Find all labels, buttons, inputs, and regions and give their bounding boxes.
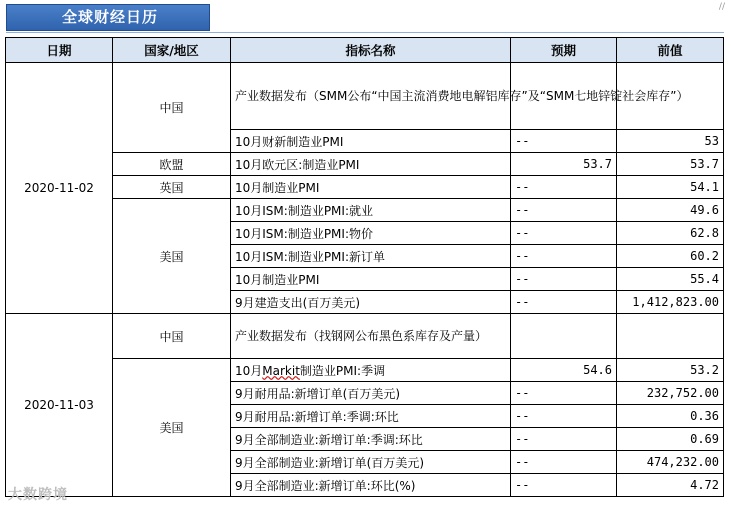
expected-cell: --: [511, 474, 617, 497]
country-cell: 美国: [113, 359, 231, 497]
calendar-table: [5, 37, 724, 497]
indicator-suffix: 制造业PMI:季调: [299, 363, 386, 378]
previous-cell: [617, 314, 724, 359]
watermark-logo: 大数跨境: [8, 487, 68, 503]
previous-cell: 62.8: [617, 222, 724, 245]
previous-cell: 53: [617, 130, 724, 153]
indicator-cell: 9月建造支出(百万美元): [231, 291, 511, 314]
table-row: [6, 199, 724, 222]
date-cell: 2020-11-03: [6, 314, 113, 497]
previous-cell: 474,232.00: [617, 451, 724, 474]
previous-cell: 1,412,823.00: [617, 291, 724, 314]
previous-cell: 60.2: [617, 245, 724, 268]
table-row: [6, 176, 724, 199]
expected-cell: 54.6: [511, 359, 617, 382]
country-cell: 中国: [113, 63, 231, 153]
indicator-cell: 10月制造业PMI: [231, 268, 511, 291]
expected-cell: --: [511, 291, 617, 314]
table-row: [6, 359, 724, 382]
table-row: [6, 153, 724, 176]
previous-cell: 55.4: [617, 268, 724, 291]
indicator-cell: 9月全部制造业:新增订单(百万美元): [231, 451, 511, 474]
col-previous-header: 前值: [617, 38, 724, 63]
indicator-cell: 10月ISM:制造业PMI:新订单: [231, 245, 511, 268]
indicator-cell: 9月全部制造业:新增订单:环比(%): [231, 474, 511, 497]
indicator-cell: 10月制造业PMI: [231, 176, 511, 199]
indicator-cell: 产业数据发布（SMM公布“中国主流消费地电解铝库存”及“SMM七地锌锭社会库存”）: [231, 63, 511, 130]
indicator-cell: 产业数据发布（找钢网公布黑色系库存及产量）: [231, 314, 511, 359]
indicator-cell: 10月ISM:制造业PMI:物价: [231, 222, 511, 245]
table-row: [6, 314, 724, 359]
previous-cell: 53.7: [617, 153, 724, 176]
expected-cell: --: [511, 176, 617, 199]
col-country-header: 国家/地区: [113, 38, 231, 63]
previous-cell: 49.6: [617, 199, 724, 222]
expected-cell: --: [511, 130, 617, 153]
page-title: 全球财经日历: [6, 4, 210, 31]
expected-cell: --: [511, 268, 617, 291]
indicator-cell: 9月耐用品:新增订单:季调:环比: [231, 405, 511, 428]
table-row: [6, 63, 724, 130]
header-row: [6, 38, 724, 63]
indicator-cell: 10月ISM:制造业PMI:就业: [231, 199, 511, 222]
expected-cell: --: [511, 405, 617, 428]
expected-cell: --: [511, 199, 617, 222]
corner-mark: //: [718, 2, 725, 12]
previous-cell: 54.1: [617, 176, 724, 199]
previous-cell: 0.69: [617, 428, 724, 451]
country-cell: 中国: [113, 314, 231, 359]
country-cell: 欧盟: [113, 153, 231, 176]
expected-cell: 53.7: [511, 153, 617, 176]
expected-cell: --: [511, 245, 617, 268]
indicator-cell: [231, 359, 511, 382]
previous-cell: 53.2: [617, 359, 724, 382]
col-date-header: 日期: [6, 38, 113, 63]
indicator-cell: 10月欧元区:制造业PMI: [231, 153, 511, 176]
country-cell: 英国: [113, 176, 231, 199]
expected-cell: [511, 314, 617, 359]
previous-cell: 0.36: [617, 405, 724, 428]
date-cell: 2020-11-02: [6, 63, 113, 314]
expected-cell: --: [511, 382, 617, 405]
previous-cell: 4.72: [617, 474, 724, 497]
expected-cell: --: [511, 222, 617, 245]
indicator-prefix: 10月: [235, 363, 263, 378]
indicator-cell: 9月耐用品:新增订单(百万美元): [231, 382, 511, 405]
expected-cell: --: [511, 428, 617, 451]
col-expected-header: 预期: [511, 38, 617, 63]
title-rule: [6, 32, 724, 33]
indicator-cell: 10月财新制造业PMI: [231, 130, 511, 153]
expected-cell: --: [511, 451, 617, 474]
country-cell: 美国: [113, 199, 231, 314]
col-indicator-header: 指标名称: [231, 38, 511, 63]
indicator-cell: 9月全部制造业:新增订单:季调:环比: [231, 428, 511, 451]
previous-cell: 232,752.00: [617, 382, 724, 405]
indicator-markit: Markit: [262, 363, 300, 378]
